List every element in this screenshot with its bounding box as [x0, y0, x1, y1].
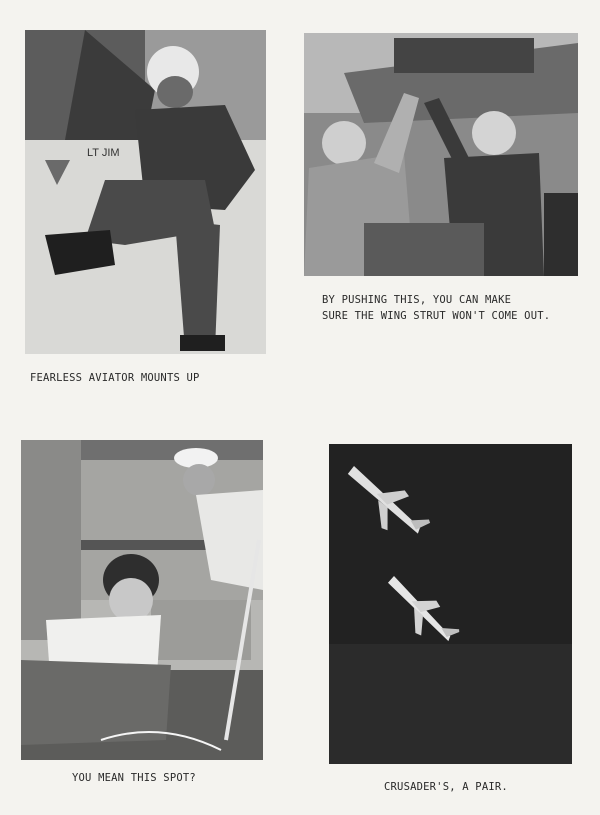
- aviator-photo-image: [25, 30, 266, 354]
- spot-photo-image: [21, 440, 263, 760]
- caption-aviator: FEARLESS AVIATOR MOUNTS UP: [30, 372, 200, 384]
- caption-wing-strut-line1: BY PUSHING THIS, YOU CAN MAKE: [322, 294, 512, 306]
- caption-spot: YOU MEAN THIS SPOT?: [72, 772, 196, 784]
- photo-wing-strut: [304, 33, 578, 276]
- aviator-name-marking: LT JIM: [87, 147, 120, 159]
- photo-crusaders: [329, 444, 572, 764]
- photo-aviator: [25, 30, 266, 354]
- wing-strut-photo-image: [304, 33, 578, 276]
- caption-crusaders: CRUSADER'S, A PAIR.: [384, 781, 508, 793]
- crusaders-photo-image: [329, 444, 572, 764]
- photo-spot: [21, 440, 263, 760]
- caption-wing-strut-line2: SURE THE WING STRUT WON'T COME OUT.: [322, 310, 551, 322]
